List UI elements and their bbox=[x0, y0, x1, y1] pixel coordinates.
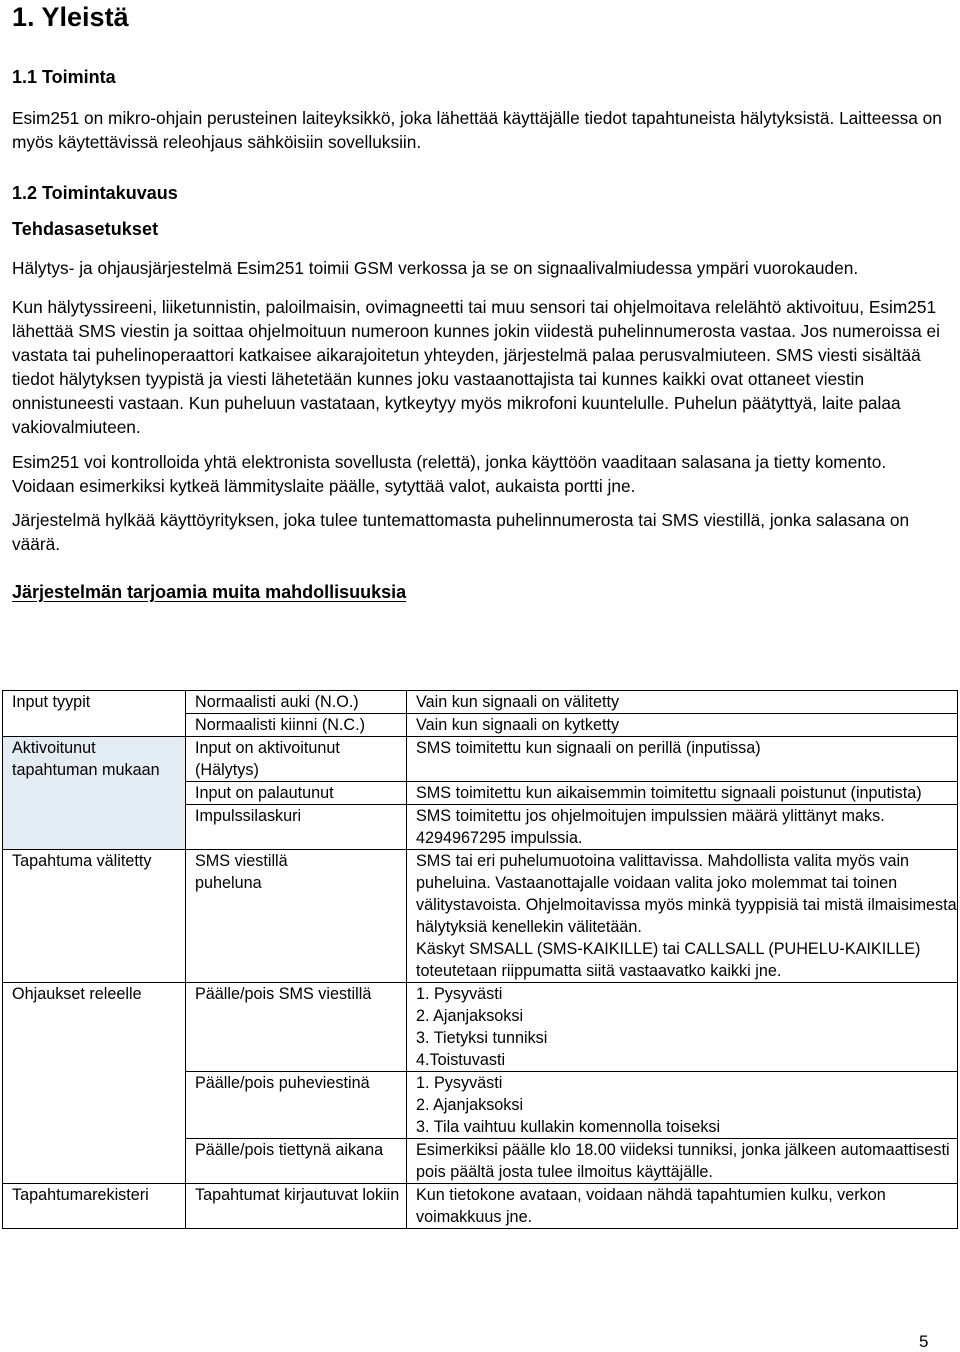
list-item: 2. Ajanjaksoksi bbox=[416, 1007, 524, 1025]
cell-desc: Vain kun signaali on välitetty bbox=[407, 691, 958, 714]
cell-desc: SMS toimitettu kun signaali on perillä (inputissa) bbox=[407, 737, 958, 782]
paragraph-gsm: Hälytys- ja ohjausjärjestelmä Esim251 toimii GSM verkossa ja se on signaalivalmiudessa ympäri vuorokauden. bbox=[12, 258, 859, 278]
cell-desc: SMS toimitettu kun aikaisemmin toimitettu signaali poistunut (inputista) bbox=[407, 782, 958, 805]
table-row bbox=[3, 1184, 958, 1229]
features-heading: Järjestelmän tarjoamia muita mahdollisuuksia bbox=[12, 582, 407, 602]
row-label-activated: Aktivoitunut tapahtuman mukaan bbox=[3, 737, 186, 850]
list-item: 3. Tila vaihtuu kullakin komennolla toiseksi bbox=[416, 1118, 721, 1136]
main-heading: 1. Yleistä bbox=[12, 2, 129, 32]
cell-name: Normaalisti kiinni (N.C.) bbox=[186, 714, 407, 737]
delivered-desc-1: SMS tai eri puhelumuotoina valittavissa. Mahdollista valita myös vain puheluina. Vastaanottajalle voidaan valita joko molemmat tai toinen välitystavoista. Ohjelmoitavissa myös minkä tyyppisiä tai mistä ilmaisimesta hälytyksiä kenellekin välitetään. bbox=[416, 852, 957, 936]
cell-desc: Kun tietokone avataan, voidaan nähdä tapahtumien kulku, verkon voimakkuus jne. bbox=[407, 1184, 958, 1229]
row-label-input-types: Input tyypit bbox=[3, 691, 186, 737]
section-heading-toiminta: 1.1 Toiminta bbox=[12, 67, 116, 87]
paragraph-reject: Järjestelmä hylkää käyttöyrityksen, joka tulee tuntemattomasta puhelinnumerosta tai SMS viestillä, jonka salasana on väärä. bbox=[12, 510, 910, 554]
cell-desc bbox=[407, 850, 958, 983]
cell-name: Input on palautunut bbox=[186, 782, 407, 805]
cell-desc: Vain kun signaali on kytketty bbox=[407, 714, 958, 737]
cell-name bbox=[186, 850, 407, 983]
section-heading-toimintakuvaus: 1.2 Toimintakuvaus bbox=[12, 183, 178, 203]
cell-name: Normaalisti auki (N.O.) bbox=[186, 691, 407, 714]
table-row bbox=[3, 983, 958, 1072]
subheading-tehdasasetukset: Tehdasasetukset bbox=[12, 219, 159, 239]
cell-name: Päälle/pois SMS viestillä bbox=[186, 983, 407, 1072]
page-number: 5 bbox=[919, 1332, 929, 1351]
row-label-relay: Ohjaukset releelle bbox=[3, 983, 186, 1184]
cell-name: Tapahtumat kirjautuvat lokiin bbox=[186, 1184, 407, 1229]
cell-desc bbox=[407, 1072, 958, 1139]
table-row bbox=[3, 691, 958, 714]
row-label-log: Tapahtumarekisteri bbox=[3, 1184, 186, 1229]
cell-name: Päälle/pois tiettynä aikana bbox=[186, 1139, 407, 1184]
paragraph-alarm-flow: Kun hälytyssireeni, liiketunnistin, paloilmaisin, ovimagneetti tai muu sensori tai ohjelmoitava relelähtö aktivoituu, Esim251 lähettää SMS viestin ja soittaa ohjelmoituun numeroon kunnes jokin viidestä puhelinnumerosta vastaa. Jos numeroissa ei vastata tai puhelinoperaattori katkaisee aikarajoitetun yhteyden, järjestelmä palaa perusvalmiuteen. SMS viesti sisältää tiedot hälytyksen tyypistä ja viesti lähetetään kunnes joku vastaanottajista tai kunnes kaikki ovat ottaneet viestin onnistuneesti vastaan. Kun puheluun vastataan, kytkeytyy myös mikrofoni kuuntelulle. Puhelun päätyttyä, laite palaa vakiovalmiuteen. bbox=[12, 297, 940, 437]
delivered-call: puheluna bbox=[195, 874, 262, 892]
cell-desc bbox=[407, 983, 958, 1072]
features-table bbox=[2, 690, 958, 1229]
table-row bbox=[3, 850, 958, 983]
cell-name: Input on aktivoitunut (Hälytys) bbox=[186, 737, 407, 782]
row-label-delivered: Tapahtuma välitetty bbox=[3, 850, 186, 983]
cell-name: Päälle/pois puheviestinä bbox=[186, 1072, 407, 1139]
cell-desc: SMS toimitettu jos ohjelmoitujen impulssien määrä ylittänyt maks. 4294967295 impulssia. bbox=[407, 805, 958, 850]
toiminta-paragraph: Esim251 on mikro-ohjain perusteinen laiteyksikkö, joka lähettää käyttäjälle tiedot tapahtuneista hälytyksistä. Laitteessa on myös käytettävissä releohjaus sähköisiin sovelluksiin. bbox=[12, 108, 942, 152]
cell-name: Impulssilaskuri bbox=[186, 805, 407, 850]
paragraph-relay-control: Esim251 voi kontrolloida yhtä elektronista sovellusta (relettä), jonka käyttöön vaaditaan salasana ja tietty komento. Voidaan esimerkiksi kytkeä lämmityslaite päälle, sytyttää valot, aukaista portti jne. bbox=[12, 452, 887, 496]
list-item: 1. Pysyvästi bbox=[416, 1074, 503, 1092]
delivered-desc-2: Käskyt SMSALL (SMS-KAIKILLE) tai CALLSALL (PUHELU-KAIKILLE) toteutetaan riippumatta siitä vastaavatko kaikki jne. bbox=[416, 940, 921, 980]
list-item: 4.Toistuvasti bbox=[416, 1051, 506, 1069]
document-page bbox=[12, 0, 948, 604]
table-row bbox=[3, 737, 958, 782]
list-item: 1. Pysyvästi bbox=[416, 985, 503, 1003]
list-item: 3. Tietyksi tunniksi bbox=[416, 1029, 548, 1047]
cell-desc: Esimerkiksi päälle klo 18.00 viideksi tunniksi, jonka jälkeen automaattisesti pois päältä josta tulee ilmoitus käyttäjälle. bbox=[407, 1139, 958, 1184]
delivered-sms: SMS viestillä bbox=[195, 852, 288, 870]
list-item: 2. Ajanjaksoksi bbox=[416, 1096, 524, 1114]
